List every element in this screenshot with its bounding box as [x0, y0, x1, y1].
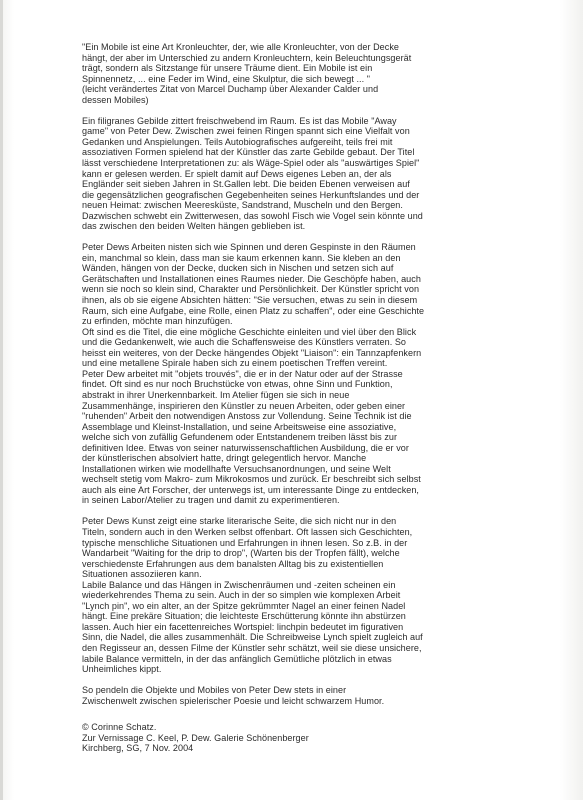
text-line: den Regisseur an, dessen Filme der Künstler sehr schätzt, weil sie diese unsichere, — [82, 643, 422, 654]
text-line: zu erfinden, möchte man hinzufügen. — [82, 316, 233, 327]
text-line: der künstlerischen absolviert hatte, dringt gelegentlich hervor. Manche — [82, 453, 367, 464]
text-line: abstrakt in ihrer Unerkennbarkeit. Im Atelier fügen sie sich in neue — [82, 389, 350, 400]
text-line: Zusammenhänge, inspirieren den Künstler zu neuen Arbeiten, oder geben einer — [82, 400, 406, 411]
text-line: game" von Peter Dew. Zwischen zwei feinen Ringen spannt sich eine Vielfalt von — [82, 126, 410, 137]
text-line: das zwischen den beiden Welten hängen geblieben ist. — [82, 221, 306, 232]
text-line: Titeln, sondern auch in den Werken selbst offenbart. Oft lassen sich Geschichten, — [82, 527, 413, 538]
text-line: Engländer seit sieben Jahren in St.Gallen lebt. Die beiden Ebenen verweisen auf — [82, 179, 410, 190]
text-line: kann er gelesen werden. Er spielt damit auf Dews eigenes Leben an, der als — [82, 168, 392, 179]
text-line: findet. Oft sind es nur noch Bruchstücke von etwas, ohne Sinn und Funktion, — [82, 379, 393, 390]
text-line: Peter Dews Kunst zeigt eine starke literarische Seite, die sich nicht nur in den — [82, 516, 397, 527]
text-line: welche sich von zufällig Gefundenem oder Entstandenem treiben lässt bis zur — [82, 432, 398, 443]
text-line: Dazwischen schwebt ein Zwitterwesen, das sowohl Fisch wie Vogel sein könnte und — [82, 210, 423, 221]
paragraph-conclusion — [82, 685, 534, 706]
text-line: (leicht verändertes Zitat von Marcel Duchamp über Alexander Calder und — [82, 84, 379, 95]
text-line: Zwischenwelt zwischen spielerischer Poesie und leicht schwarzem Humor. — [82, 695, 385, 706]
text-line: trägt, sondern als Sitzstange für unsere Träume dient. Ein Mobile ist ein — [82, 63, 373, 74]
text-line: Situationen assoziieren kann. — [82, 569, 202, 580]
text-line: Wandarbeit "Waiting for the drip to drop", (Warten bis der Tropfen fällt), welche — [82, 548, 400, 559]
text-line: Assemblage und Kleinst-Installation, und seine Arbeitsweise eine assoziative, — [82, 421, 397, 432]
text-line: verschiedenste Erfahrungen aus dem banalsten Alltag bis zu existentiellen — [82, 558, 384, 569]
text-line: Sinn, die Nadel, die alles zusammenhält. Die Schreibweise Lynch spielt zugleich auf — [82, 632, 423, 643]
text-line: labile Balance vermitteln, in der das anfänglich Gemütliche plötzlich in etwas — [82, 653, 392, 664]
text-line: heisst ein weiteres, von der Decke hängendes Objekt "Liaison": ein Tannzapfenkern — [82, 347, 422, 358]
text-line: lässt verschiedene Interpretationen zu: als Wäge-Spiel oder als "auswärtiges Spiel" — [82, 157, 420, 168]
text-line: in seinen Labor/Atelier zu tragen und damit zu experimentieren. — [82, 495, 340, 506]
text-line: hängt. Eine prekäre Situation; die leichteste Erschütterung könnte ihn abstürzen — [82, 611, 406, 622]
text-line: Spinnennetz, ... eine Feder im Wind, eine Skulptur, die sich bewegt ... " — [82, 73, 370, 84]
place-date-line: Kirchberg, SG, 7 Nov. 2004 — [82, 743, 194, 754]
text-line: ihnen, als ob sie eigene Absichten hätten: "Sie versuchen, etwas zu sein in diesem — [82, 295, 418, 306]
text-line: Peter Dews Arbeiten nisten sich wie Spinnen und deren Gespinste in den Räumen — [82, 242, 416, 253]
quote-paragraph — [82, 42, 534, 105]
text-line: die gegensätzlichen geografischen Gegebenheiten seines Herkunftslandes und der — [82, 189, 420, 200]
text-line: ein, manchmal so klein, dass man sie kaum erkennen kann. Sie kleben an den — [82, 252, 401, 263]
text-line: Raum, sich eine Aufgabe, eine Rolle, einen Platz zu schaffen", oder eine Geschichte — [82, 305, 425, 316]
text-line: Unheimliches kippt. — [82, 664, 162, 675]
text-line: assoziativen Formen spielend hat der Künstler das zarte Gebilde gebaut. Der Titel — [82, 147, 415, 158]
text-line: wenn sie noch so klein sind, Charakter und Persönlichkeit. Der Künstler spricht von — [82, 284, 420, 295]
text-line: und die Gedankenwelt, wie auch die Schaffensweise des Künstlers verraten. So — [82, 337, 406, 348]
text-line: typische menschliche Situationen und Erfahrungen in ihnen lesen. So z.B. in der — [82, 537, 408, 548]
text-line: wiederkehrendes Thema zu sein. Auch in der so simplen wie komplexen Arbeit — [82, 590, 401, 601]
text-line: neuen Heimat: zwischen Meeresküste, Sandstrand, Muscheln und den Bergen. — [82, 200, 403, 211]
text-line: "Ein Mobile ist eine Art Kronleuchter, der, wie alle Kronleuchter, von der Decke — [82, 42, 399, 52]
text-line: "ruhenden" Arbeit den notwendigen Anstoss zur Vollendung. Seine Technik ist die — [82, 411, 412, 422]
text-line: dessen Mobiles) — [82, 94, 149, 105]
text-line: So pendeln die Objekte und Mobiles von Peter Dew stets in einer — [82, 685, 347, 696]
document-body — [82, 42, 534, 754]
signature-block — [82, 722, 534, 754]
text-line: Ein filigranes Gebilde zittert freischwebend im Raum. Es ist das Mobile "Away — [82, 115, 397, 126]
text-line: wechselt stetig vom Makro- zum Mikrokosmos und zurück. Er beschreibt sich selbst — [82, 474, 421, 485]
text-line: Labile Balance und das Hängen in Zwischenräumen und -zeiten scheinen ein — [82, 579, 396, 590]
text-line: Oft sind es die Titel, die eine mögliche Geschichte einleiten und viel über den Blick — [82, 326, 417, 337]
copyright-line: © Corinne Schatz. — [82, 722, 157, 733]
text-line: Gerätschaften und Installationen eines Raumes nieder. Die Geschöpfe haben, auch — [82, 273, 421, 284]
text-line: Wänden, hängen von der Decke, ducken sich in Nischen und setzen sich auf — [82, 263, 394, 274]
text-line: hängt, der aber im Unterschied zu andern Kronleuchtern, kein Beleuchtungsgerät — [82, 52, 412, 63]
paragraph-spiders — [82, 242, 534, 506]
text-line: Peter Dew arbeitet mit "objets trouvés", die er in der Natur oder auf der Strasse — [82, 368, 403, 379]
paragraph-away-game — [82, 116, 534, 232]
event-line: Zur Vernissage C. Keel, P. Dew. Galerie Schönenberger — [82, 732, 309, 743]
text-line: definitiven Idee. Etwas von seiner naturwissenschaftlichen Ausbildung, die er vor — [82, 442, 409, 453]
text-line: lassen. Auch hier ein facettenreiches Wortspiel: linchpin bedeutet im figurativen — [82, 621, 404, 632]
paragraph-literary — [82, 516, 534, 674]
page-edge-shadow — [0, 0, 3, 800]
text-line: Installationen wirken wie modellhafte Versuchsanordnungen, und seine Welt — [82, 463, 391, 474]
text-line: und eine metallene Spirale haben sich zu einem poetischen Treffen vereint. — [82, 358, 388, 369]
text-line: "Lynch pin", wo ein alter, an der Spitze gekrümmter Nagel an einer feinen Nadel — [82, 600, 406, 611]
text-line: auch als eine Art Forscher, der unterwegs ist, um interessante Dinge zu entdecken, — [82, 484, 420, 495]
text-line: Gedanken und Anspielungen. Teils Autobiografisches aufgereiht, teils frei mit — [82, 136, 393, 147]
